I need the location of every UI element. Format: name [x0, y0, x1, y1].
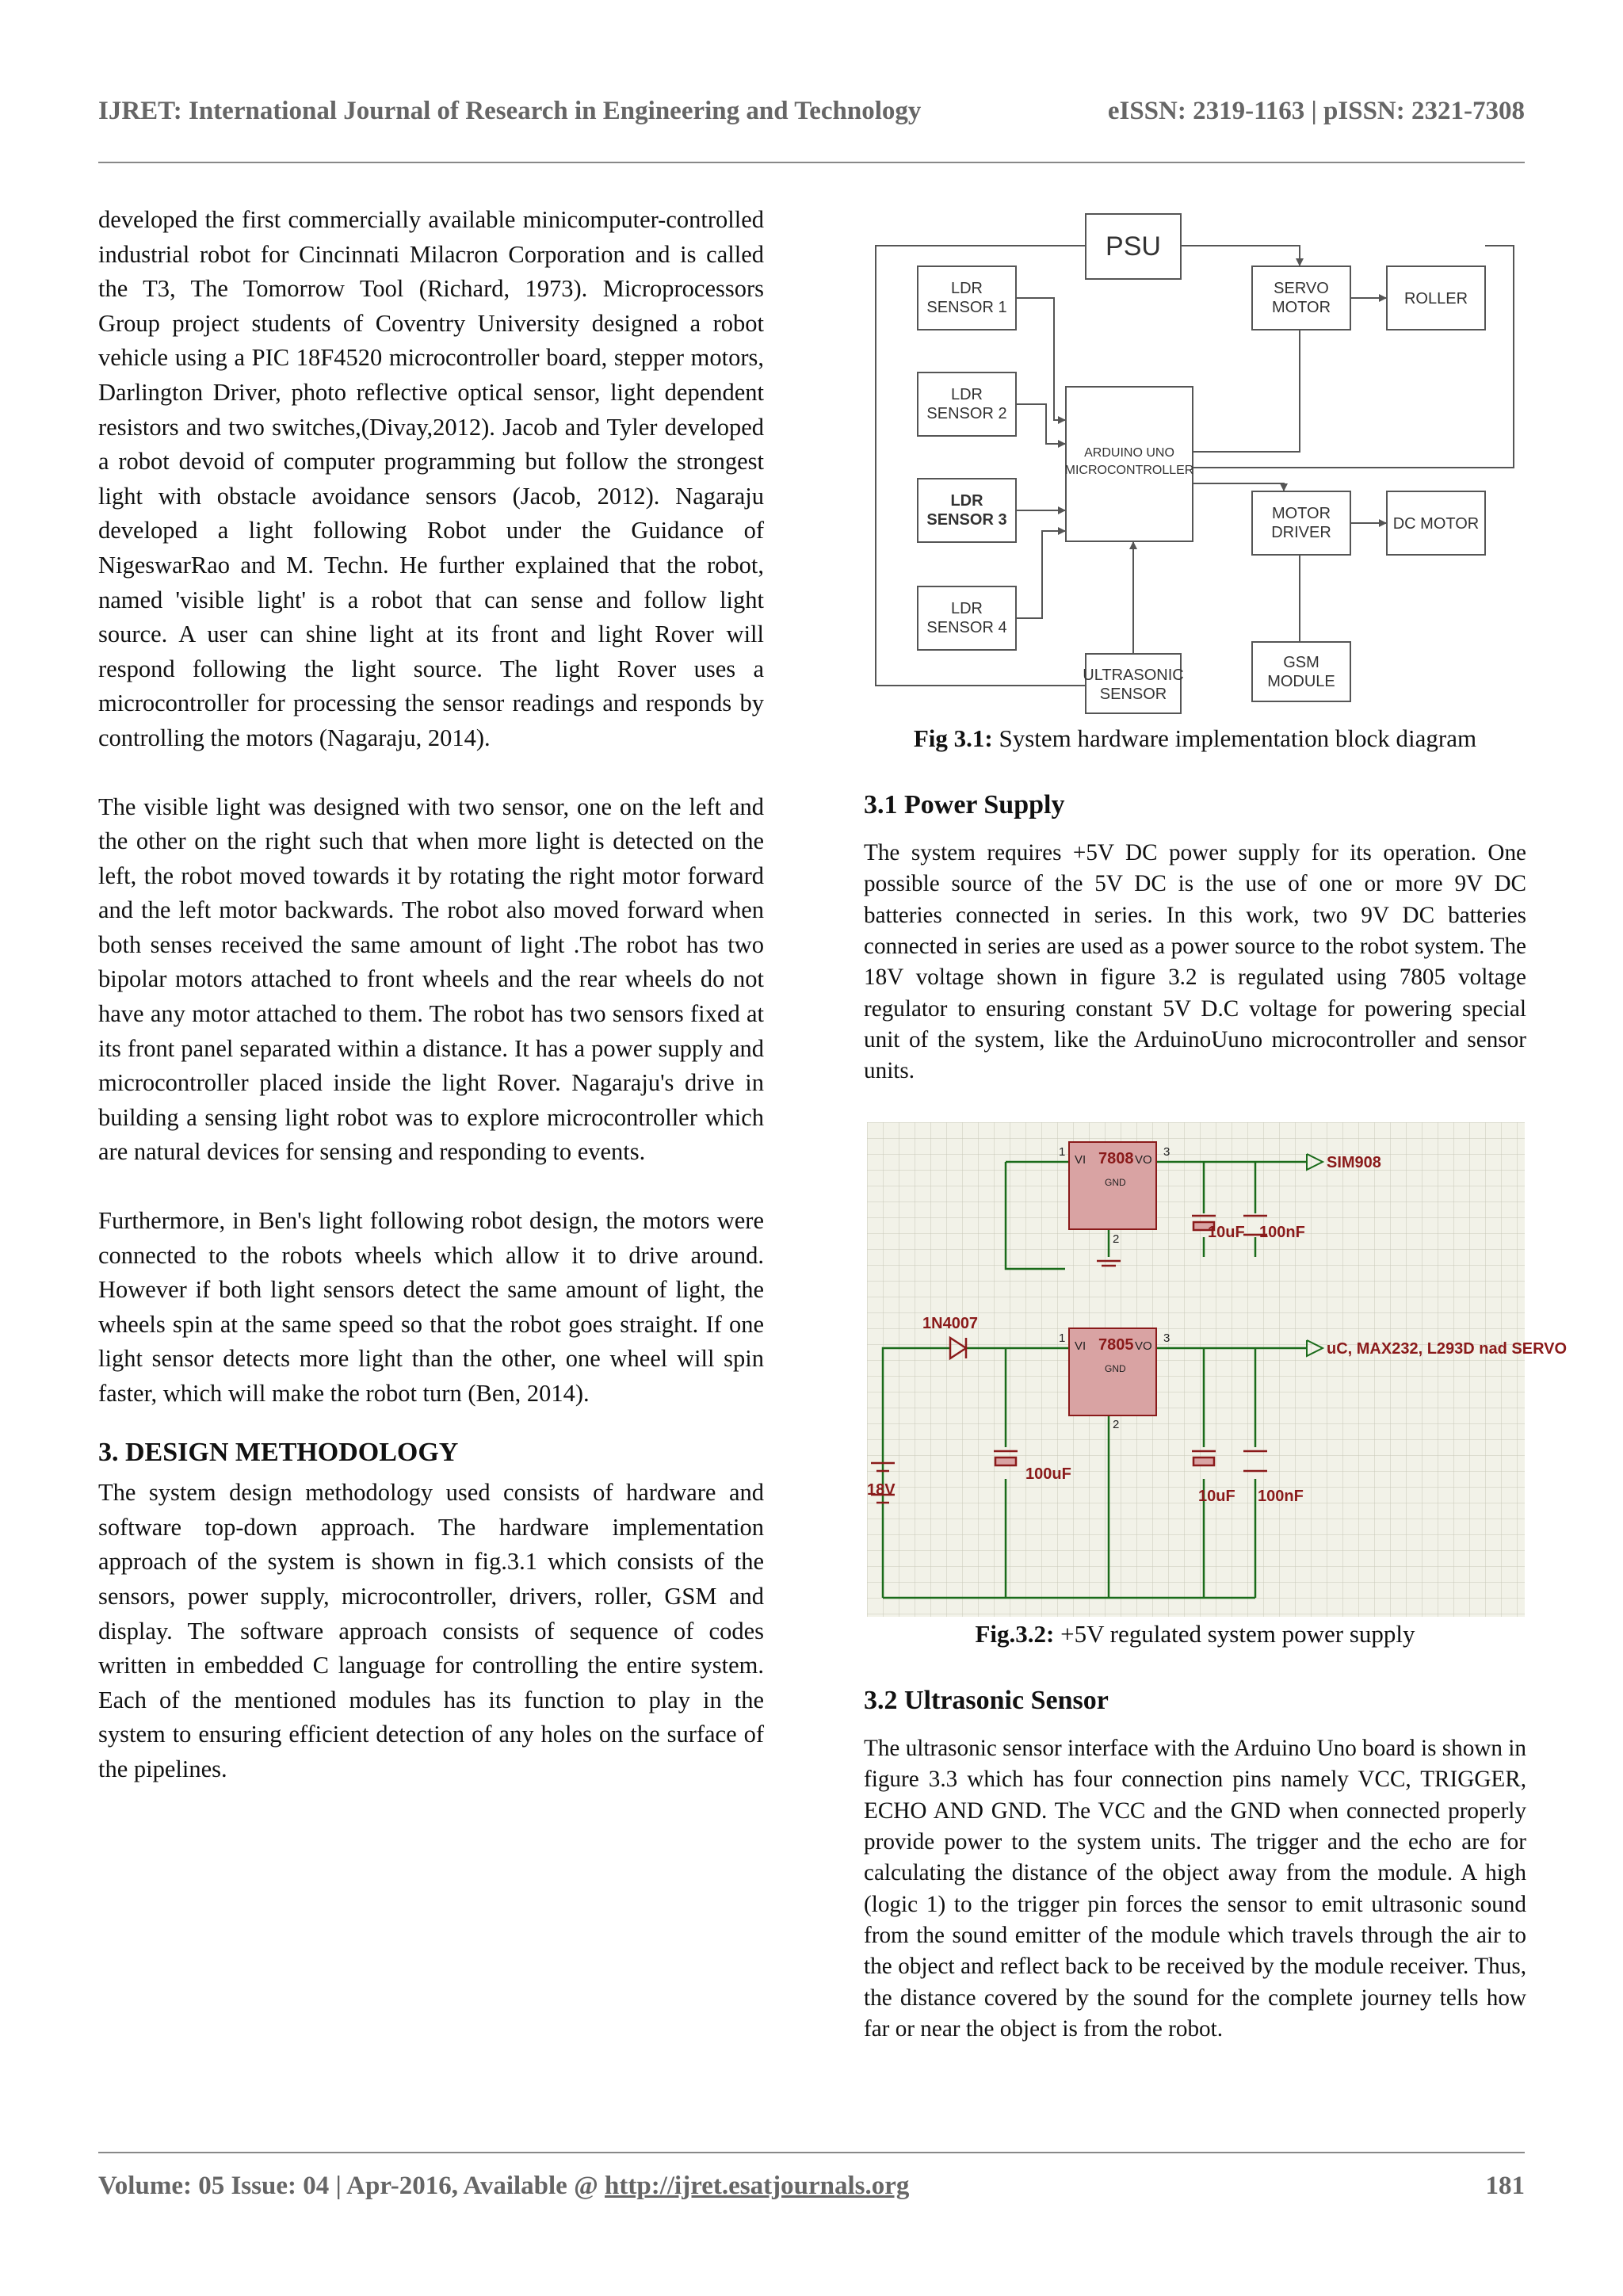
- block-label: SENSOR: [1099, 686, 1167, 703]
- figure-caption: Fig 3.1: System hardware implementation block diagram: [913, 724, 1477, 752]
- component-label: 100uF: [1025, 1465, 1071, 1483]
- pin-number: 1: [1059, 1331, 1066, 1345]
- journal-title: IJRET: International Journal of Research in Engineering and Technology: [98, 97, 922, 125]
- pin-label: VO: [1135, 1153, 1152, 1167]
- block-label: MOTOR: [1271, 299, 1331, 316]
- component-label: 10uF: [1198, 1488, 1235, 1505]
- block-label: LDR: [950, 280, 983, 297]
- paragraph: The system design methodology used consists of hardware and software top-down approach. The hardware implementation approach of the system is shown in fig.3.1 which consists of the sensors, power supply, microcontroller, drivers, roller, GSM and display. The software approach consists of sequence of codes written in embedded C language for controlling the entire system. Each of the mentioned modules has its function to play in the system to ensuring efficient detection of any holes on the surface of the pipelines.: [98, 1479, 764, 1782]
- block-label: ULTRASONIC: [1083, 667, 1184, 684]
- block-label: MODULE: [1267, 673, 1335, 690]
- paragraph: Furthermore, in Ben's light following robot design, the motors were connected to the robots wheels which allow it to drive around. However if both light sensors detect the same amount of light, the wheels spin at the same speed so that the robot goes straight. If one light sensor detects more light than the other, one wheel will spin faster, which will make the robot turn (Ben, 2014).: [98, 1207, 764, 1407]
- block-label: ARDUINO UNO: [1084, 446, 1174, 460]
- volume-info: Volume: 05 Issue: 04 | Apr-2016, Available @: [98, 2172, 605, 2200]
- pin-number: 2: [1113, 1232, 1120, 1246]
- block-label: SENSOR 2: [926, 405, 1007, 422]
- block-label: LDR: [950, 492, 983, 510]
- section-heading: 3. DESIGN METHODOLOGY: [98, 1437, 459, 1467]
- paragraph: The visible light was designed with two sensor, one on the left and the other on the right such that when more light is detected on the left, the robot moved towards it by rotating the right motor forward and the left motor backwards. The robot also moved forward when both senses received the same amount of light .The robot has two bipolar motors attached to front wheels and the rear wheels do not have any motor attached to them. The robot has two sensors fixed at its front panel separated within a distance. It has a power supply and microcontroller placed inside the light Rover. Nagaraju's drive in building a sensing light robot was to explore microcontroller which are natural devices for sensing and responding to events.: [98, 793, 764, 1166]
- paragraph: developed the first commercially available minicomputer-controlled industrial robot for Cincinnati Milacron Corporation and is called the T3, The Tomorrow Tool (Richard, 1973). Microprocessors Group project students of Coventry University designed a robot vehicle using a PIC 18F4520 microcontroller board, stepper motors, Darlington Driver, photo reflective optical sensor, light dependent resistors and two switches,(Divay,2012). Jacob and Tyler developed a robot devoid of computer programming but follow the strongest light with obstacle avoidance sensors (Jacob, 2012). Nagaraju developed a light following Robot under the Guidance of NigeswarRao and M. Techn. He further explained that the robot, named 'visible light' is a robot that can sense and follow light source. A user can shine light at its front and light Rover will respond following the light source. The light Rover uses a microcontroller for processing the sensor readings and responds by controlling the motors (Nagaraju, 2014).: [98, 206, 764, 751]
- component-label: 1N4007: [922, 1315, 979, 1332]
- block-label: DC MOTOR: [1392, 515, 1480, 533]
- figure-caption: Fig.3.2: +5V regulated system power supply: [975, 1620, 1415, 1648]
- block-label: SENSOR 4: [926, 619, 1007, 636]
- block-diagram: [872, 214, 1537, 703]
- block-label: SERVO: [1274, 280, 1329, 297]
- header-rule: [98, 162, 1525, 163]
- pin-label: VI: [1075, 1153, 1086, 1167]
- paragraph: The ultrasonic sensor interface with the Arduino Uno board is shown in figure 3.3 which has four connection pins namely VCC, TRIGGER, ECHO AND GND. The VCC and the GND when connected properly provide power to the system units. The trigger and the echo are for calculating the distance of the object away from the module. A high (logic 1) to the trigger pin forces the sensor to emit ultrasonic sound from the sound emitter of the module which travels through the air to the object and reflect back to be received by the module receiver. Thus, the distance covered by the sound for the complete journey tells how far or near the object is from the robot.: [864, 1736, 1526, 2042]
- pin-number: 3: [1163, 1331, 1170, 1345]
- pin-number: 1: [1059, 1145, 1066, 1159]
- pin-label: GND: [1105, 1177, 1126, 1188]
- block-label: GSM: [1283, 654, 1319, 671]
- left-column: [98, 203, 764, 1787]
- pin-label: VI: [1075, 1339, 1086, 1353]
- block-label: LDR: [950, 600, 983, 617]
- block-label: SENSOR 3: [926, 511, 1007, 529]
- component-label: 100nF: [1258, 1488, 1304, 1505]
- component-label: 100nF: [1259, 1224, 1305, 1241]
- psu-label: PSU: [1106, 231, 1161, 262]
- section-heading: 3.2 Ultrasonic Sensor: [864, 1685, 1109, 1715]
- output-label: SIM908: [1327, 1154, 1381, 1171]
- page-footer: [98, 2172, 1525, 2201]
- component-label: 18V: [867, 1481, 896, 1499]
- pin-number: 2: [1113, 1418, 1120, 1431]
- block-label: ROLLER: [1403, 290, 1468, 308]
- page-header: [98, 97, 1525, 132]
- pin-label: GND: [1105, 1363, 1126, 1374]
- power-supply-schematic: [867, 1122, 1568, 1617]
- block-label: LDR: [950, 386, 983, 403]
- block-label: MOTOR: [1271, 505, 1331, 522]
- component-label: 10uF: [1208, 1224, 1245, 1241]
- journal-link[interactable]: http://ijret.esatjournals.org: [605, 2172, 910, 2200]
- block-label: DRIVER: [1271, 524, 1331, 541]
- page-number: 181: [1485, 2172, 1525, 2200]
- footer-rule: [98, 2152, 1525, 2153]
- paragraph: The system requires +5V DC power supply for its operation. One possible source of the 5V DC is the use of one or more 9V DC batteries connected in series. In this work, two 9V DC batteries connected in series are used as a power source to the robot system. The 18V voltage shown in figure 3.2 is regulated using 7805 voltage regulator to ensuring constant 5V D.C voltage for powering special unit of the system, like the ArduinoUuno microcontroller and sensor units.: [864, 840, 1526, 1084]
- pin-label: VO: [1135, 1339, 1152, 1353]
- pin-number: 3: [1163, 1145, 1170, 1159]
- regulator-label: 7808: [1098, 1150, 1134, 1167]
- issn: eISSN: 2319-1163 | pISSN: 2321-7308: [1107, 97, 1525, 125]
- output-label: uC, MAX232, L293D nad SERVO: [1327, 1340, 1568, 1358]
- block-label: MICROCONTROLLER: [1064, 464, 1194, 477]
- regulator-label: 7805: [1098, 1336, 1134, 1354]
- section-heading: 3.1 Power Supply: [864, 789, 1065, 819]
- block-label: SENSOR 1: [926, 299, 1007, 316]
